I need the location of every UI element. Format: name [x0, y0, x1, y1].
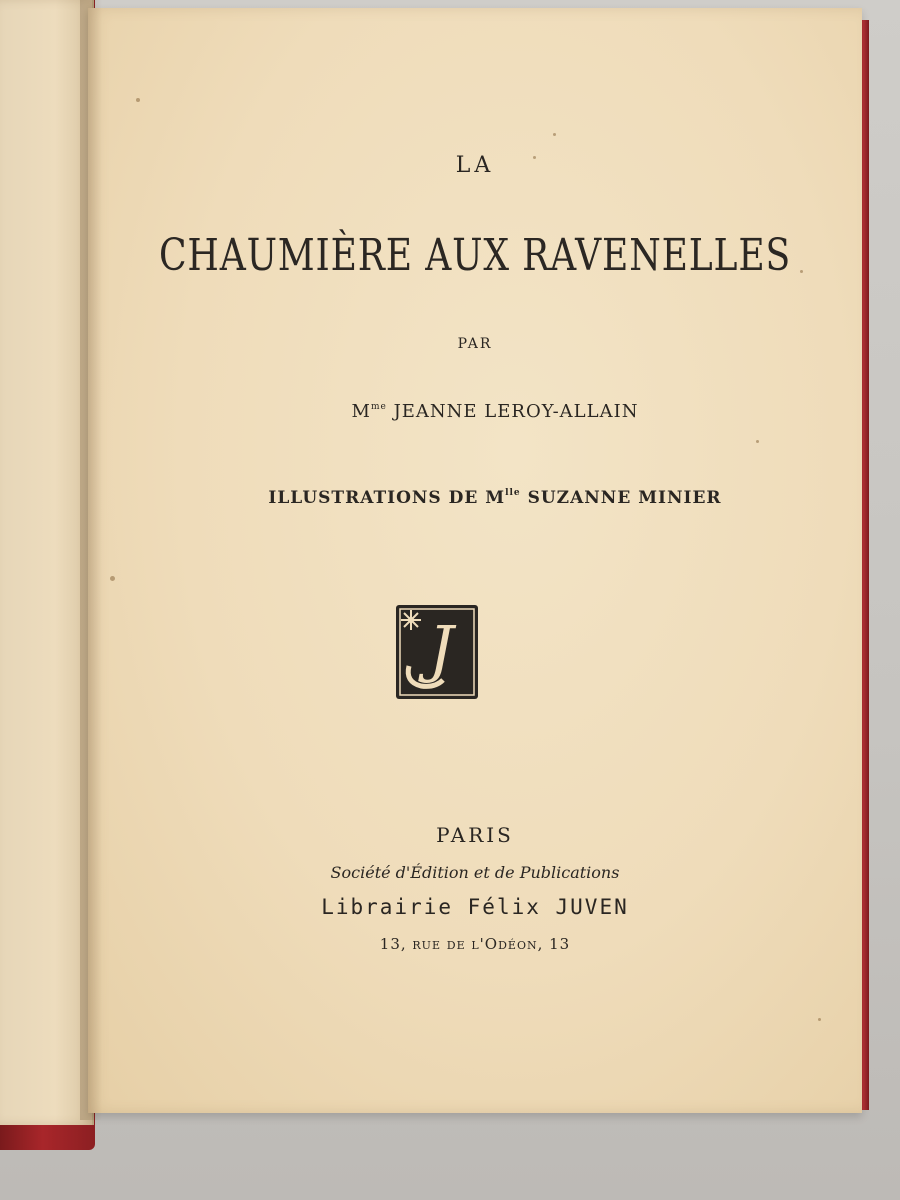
foxing-speck: [110, 576, 115, 581]
author-line: [108, 401, 882, 422]
author-prefix: M: [351, 401, 371, 422]
foxing-speck: [800, 270, 803, 273]
title-article: LA: [455, 153, 495, 178]
author-name: JEANNE LEROY-ALLAIN: [393, 401, 639, 422]
title-page: [88, 8, 862, 1113]
city: PARIS: [436, 823, 514, 847]
society-name: Société d'Édition et de Publications: [330, 863, 620, 882]
foxing-speck: [553, 133, 556, 136]
gutter-shadow: [80, 0, 102, 1120]
flower-icon: [401, 610, 421, 630]
foxing-speck: [533, 156, 536, 159]
foxing-speck: [756, 440, 759, 443]
publisher-emblem: [395, 604, 479, 700]
publisher-address: 13, rue de l'Odéon, 13: [379, 935, 571, 953]
publisher-name: Librairie Félix JUVEN: [321, 895, 629, 919]
author-prefix-sup: me: [370, 402, 387, 412]
emblem-letter: J: [428, 612, 454, 685]
foxing-speck: [136, 98, 140, 102]
illustrations-prefix: ILLUSTRATIONS DE M: [268, 488, 506, 508]
illustrator-line: [108, 488, 882, 508]
illustrator-name: SUZANNE MINIER: [527, 488, 722, 508]
illustrations-sup: lle: [505, 488, 521, 498]
foxing-speck: [818, 1018, 821, 1021]
by-label: PAR: [457, 336, 493, 352]
book-title: CHAUMIÈRE AUX RAVENELLES: [158, 230, 792, 281]
